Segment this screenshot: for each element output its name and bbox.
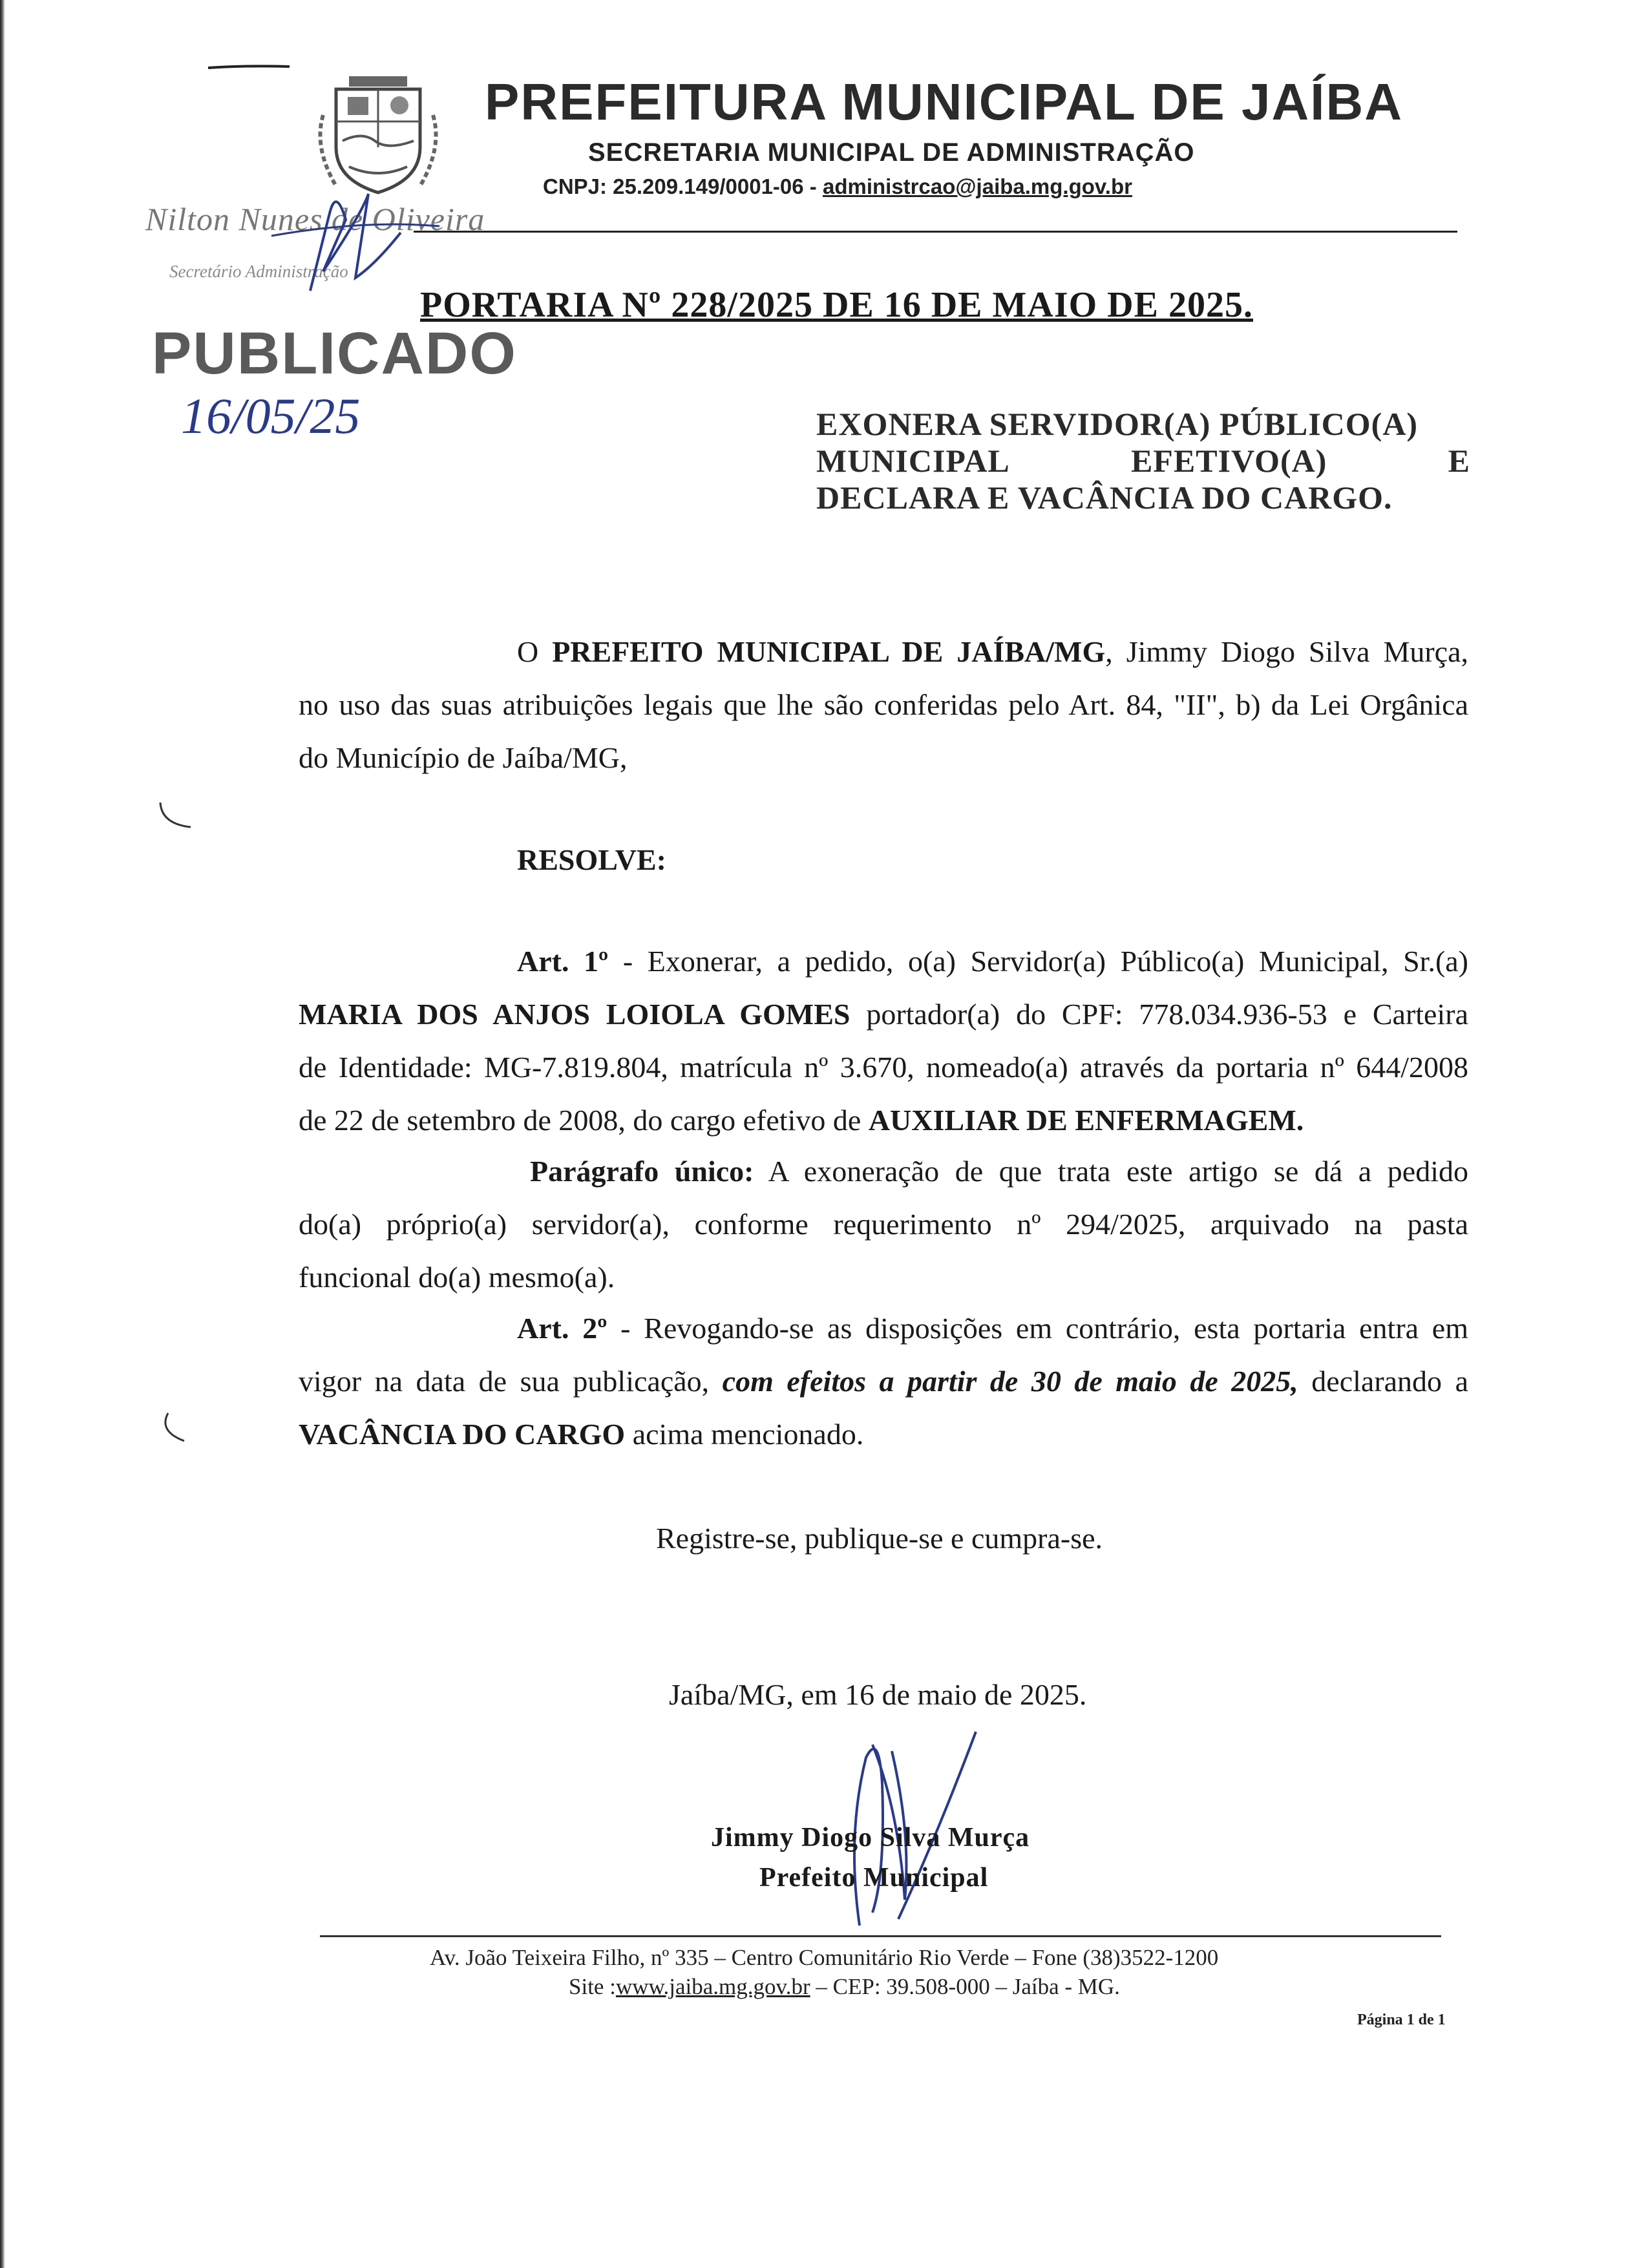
- paragraph-label: Parágrafo único:: [530, 1155, 754, 1188]
- place-date: Jaíba/MG, em 16 de maio de 2025.: [669, 1678, 1087, 1711]
- scan-edge: [0, 0, 5, 2268]
- art2-line-2: [299, 1355, 1468, 1408]
- page-number: Página 1 de 1: [1357, 2011, 1446, 2028]
- separator-text: -: [809, 174, 817, 198]
- footer-site-line: [569, 1974, 1120, 2000]
- pen-mark-icon: [207, 65, 291, 70]
- signatory-name: Jimmy Diogo Silva Murça: [711, 1823, 1030, 1853]
- published-stamp: PUBLICADO: [152, 320, 517, 386]
- servant-name: MARIA DOS ANJOS LOIOLA GOMES: [299, 998, 850, 1031]
- secretary-stamp-name: Nilton Nunes de Oliveira: [145, 201, 485, 237]
- header-divider: [414, 231, 1457, 233]
- intro-line-2: no uso das suas atribuições legais que lhe são conferidas pelo Art. 84, "II", b) da Lei Orgânica: [299, 688, 1468, 721]
- paragraph-line-2: do(a) próprio(a) servidor(a), conforme requerimento nº 294/2025, arquivado na pasta: [299, 1208, 1468, 1241]
- art1-text: de 22 de setembro de 2008, do cargo efetivo de: [299, 1104, 869, 1137]
- published-date-handwritten: [174, 381, 427, 452]
- signatory-role: Prefeito Municipal: [759, 1863, 989, 1893]
- ementa-word: EFETIVO(A): [1130, 443, 1327, 479]
- paragraph-line-3: funcional do(a) mesmo(a).: [299, 1261, 615, 1294]
- site-label: Site :: [569, 1974, 616, 1999]
- footer-divider: [320, 1935, 1441, 1937]
- ementa-word: E: [1448, 443, 1470, 479]
- art1-text: - Exonerar, a pedido, o(a) Servidor(a) Público(a) Municipal, Sr.(a): [608, 945, 1468, 978]
- footer-address: Av. João Teixeira Filho, nº 335 – Centro Comunitário Rio Verde – Fone (38)3522-1200: [430, 1945, 1219, 1970]
- secretary-signature-icon: [233, 174, 446, 304]
- art2-text: - Revogando-se as disposições em contrário, esta portaria entra em: [607, 1312, 1468, 1345]
- vacancia-text: VACÂNCIA DO CARGO: [299, 1418, 626, 1451]
- header-title: PREFEITURA MUNICIPAL DE JAÍBA: [485, 73, 1404, 131]
- ementa-line-3: DECLARA E VACÂNCIA DO CARGO.: [816, 479, 1393, 516]
- art1-text: portador(a) do CPF: 778.034.936-53 e Carteira: [850, 998, 1468, 1031]
- art1-line-2: [299, 988, 1468, 1041]
- paragraph-line-1: [530, 1145, 1468, 1198]
- cep-text: – CEP: 39.508-000 – Jaíba - MG.: [810, 1974, 1120, 1999]
- secretary-stamp-role: Secretário Administração: [169, 262, 348, 281]
- margin-mark-icon: [155, 801, 194, 834]
- intro-line-3: do Município de Jaíba/MG,: [299, 741, 628, 774]
- margin-mark-icon: [155, 1412, 194, 1444]
- ementa-block: [816, 406, 1470, 516]
- art2-text: acima mencionado.: [625, 1418, 864, 1451]
- closing-formula: Registre-se, publique-se e cumpra-se.: [656, 1522, 1103, 1555]
- intro-lead: O: [517, 635, 553, 668]
- authority-text: PREFEITO MUNICIPAL DE JAÍBA/MG: [552, 635, 1106, 668]
- ementa-word: MUNICIPAL: [816, 443, 1010, 479]
- header-subtitle: SECRETARIA MUNICIPAL DE ADMINISTRAÇÃO: [588, 138, 1195, 167]
- site-link[interactable]: www.jaiba.mg.gov.br: [615, 1974, 810, 1999]
- art1-line-3: de Identidade: MG-7.819.804, matrícula nº 3.670, nomeado(a) através da portaria nº 644/2008: [299, 1051, 1468, 1084]
- ementa-line-1: EXONERA SERVIDOR(A) PÚBLICO(A): [816, 406, 1419, 442]
- paragraph-text: A exoneração de que trata este artigo se dá a pedido: [754, 1155, 1468, 1188]
- cnpj-text: CNPJ: 25.209.149/0001-06: [543, 174, 804, 198]
- document-title: PORTARIA Nº 228/2025 DE 16 DE MAIO DE 2025.: [420, 285, 1253, 325]
- resolve-heading: RESOLVE:: [517, 843, 666, 876]
- art1-label: Art. 1º: [517, 945, 609, 978]
- art2-line-1: [517, 1302, 1468, 1355]
- art2-line-3: [299, 1408, 863, 1461]
- header-cnpj-line: [543, 174, 1132, 199]
- art2-text: vigor na data de sua publicação,: [299, 1365, 723, 1398]
- published-date-text: 16/05/25: [181, 388, 361, 444]
- intro-rest: , Jimmy Diogo Silva Murça,: [1105, 635, 1469, 668]
- ementa-line-2: [816, 443, 1470, 479]
- art1-line-1: [517, 935, 1468, 988]
- intro-line-1: [517, 625, 1468, 678]
- art1-line-4: [299, 1094, 1304, 1147]
- art2-label: Art. 2º: [517, 1312, 607, 1345]
- cargo-name: AUXILIAR DE ENFERMAGEM.: [868, 1104, 1304, 1137]
- email-link[interactable]: administrcao@jaiba.mg.gov.br: [822, 174, 1132, 198]
- art2-text: declarando a: [1298, 1365, 1468, 1398]
- effects-date: com efeitos a partir de 30 de maio de 2025,: [722, 1365, 1298, 1398]
